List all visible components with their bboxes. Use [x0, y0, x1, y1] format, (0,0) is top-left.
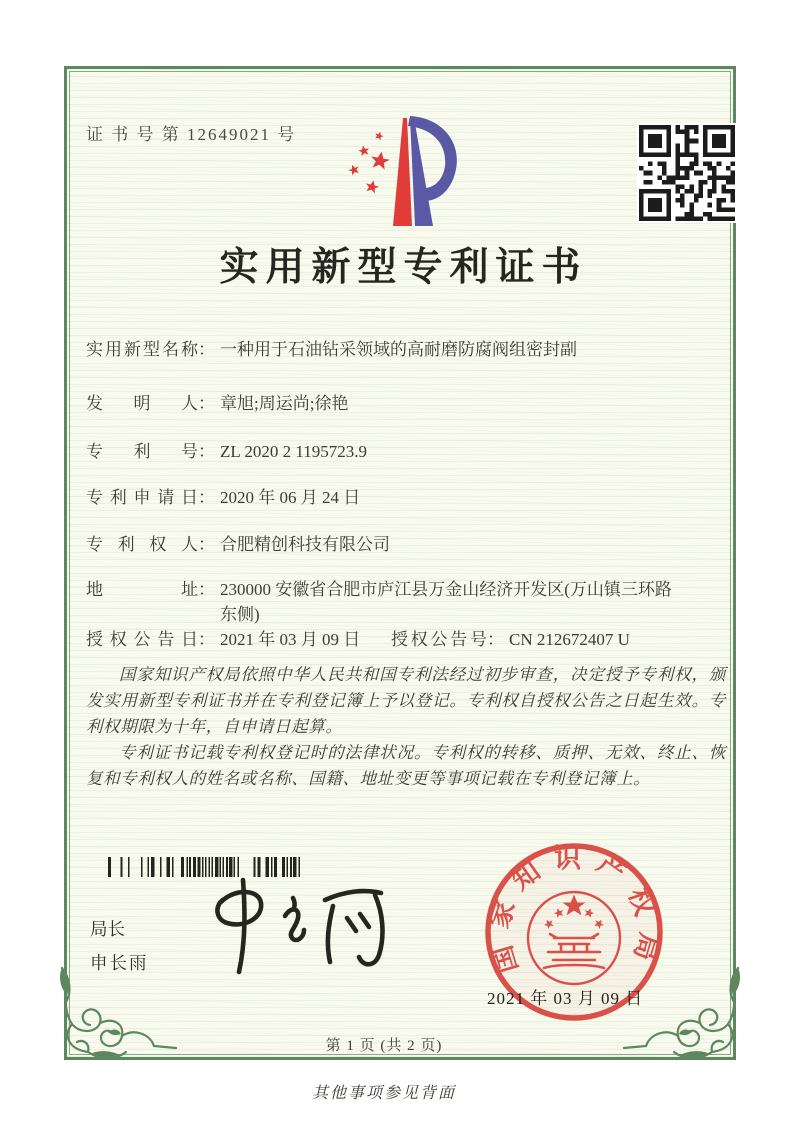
field-value: 合肥精创科技有限公司	[220, 535, 390, 554]
field-label: 专利号	[86, 442, 198, 461]
director-signature-icon	[205, 872, 415, 984]
field-value: 230000 安徽省合肥市庐江县万金山经济开发区(万山镇三环路东侧)	[220, 580, 672, 624]
legal-text	[86, 662, 726, 791]
field-patent-number	[86, 440, 367, 465]
seal-text: 国家知识产权局	[483, 843, 665, 977]
certificate-title: 实用新型专利证书	[219, 246, 588, 289]
field-label: 专利申请日	[86, 488, 198, 507]
field-colon: ：	[198, 630, 215, 649]
field-colon: ：	[198, 340, 215, 359]
field-label: 授权公告日	[86, 630, 198, 649]
field-address	[86, 578, 682, 627]
back-note: 其他事项参见背面	[311, 1085, 456, 1102]
field-label: 授权公告号	[391, 630, 487, 649]
field-inventors	[86, 392, 348, 417]
field-filing-date	[86, 486, 360, 511]
field-value: CN 212672407 U	[509, 630, 630, 649]
field-grant-row	[86, 628, 726, 653]
field-label: 专利权人	[86, 535, 198, 554]
field-value: ZL 2020 2 1195723.9	[220, 442, 368, 461]
field-patentee	[86, 533, 390, 558]
field-grant-number	[391, 628, 630, 653]
field-value: 2020 年 06 月 24 日	[220, 488, 361, 507]
field-colon: ：	[198, 535, 215, 554]
page-indicator: 第 1 页 (共 2 页)	[325, 1038, 443, 1054]
qr-code-icon	[637, 123, 737, 223]
field-colon: ：	[487, 630, 504, 649]
cnipa-logo-icon	[344, 106, 464, 232]
seal-date: 2021 年 03 月 09 日	[487, 989, 644, 1008]
field-colon: ：	[198, 488, 215, 507]
field-utility-model-name	[86, 338, 577, 363]
field-label: 实用新型名称	[86, 340, 198, 359]
field-colon: ：	[198, 580, 215, 599]
field-value: 2021 年 03 月 09 日	[220, 630, 361, 649]
legal-paragraph-1: 国家知识产权局依照中华人民共和国专利法经过初步审查，决定授予专利权，颁发实用新型专利证书并在专利登记簿上予以登记。专利权自授权公告之日起生效。专利权期限为十年，自申请日起算。	[86, 665, 726, 736]
field-value: 一种用于石油钻采领域的高耐磨防腐阀组密封副	[220, 340, 577, 359]
field-label: 地址	[86, 580, 198, 599]
field-value: 章旭;周运尚;徐艳	[220, 394, 349, 413]
field-colon: ：	[198, 442, 215, 461]
field-colon: ：	[198, 394, 215, 413]
director-title: 局长	[90, 919, 125, 939]
field-label: 发明人	[86, 394, 198, 413]
director-name: 申长雨	[90, 953, 149, 973]
certificate-number: 证 书 号 第 12649021 号	[86, 125, 297, 144]
legal-paragraph-2: 专利证书记载专利权登记时的法律状况。专利权的转移、质押、无效、终止、恢复和专利权人的姓名或名称、国籍、地址变更等事项记载在专利登记簿上。	[86, 742, 726, 788]
certificate-fields	[86, 338, 726, 649]
